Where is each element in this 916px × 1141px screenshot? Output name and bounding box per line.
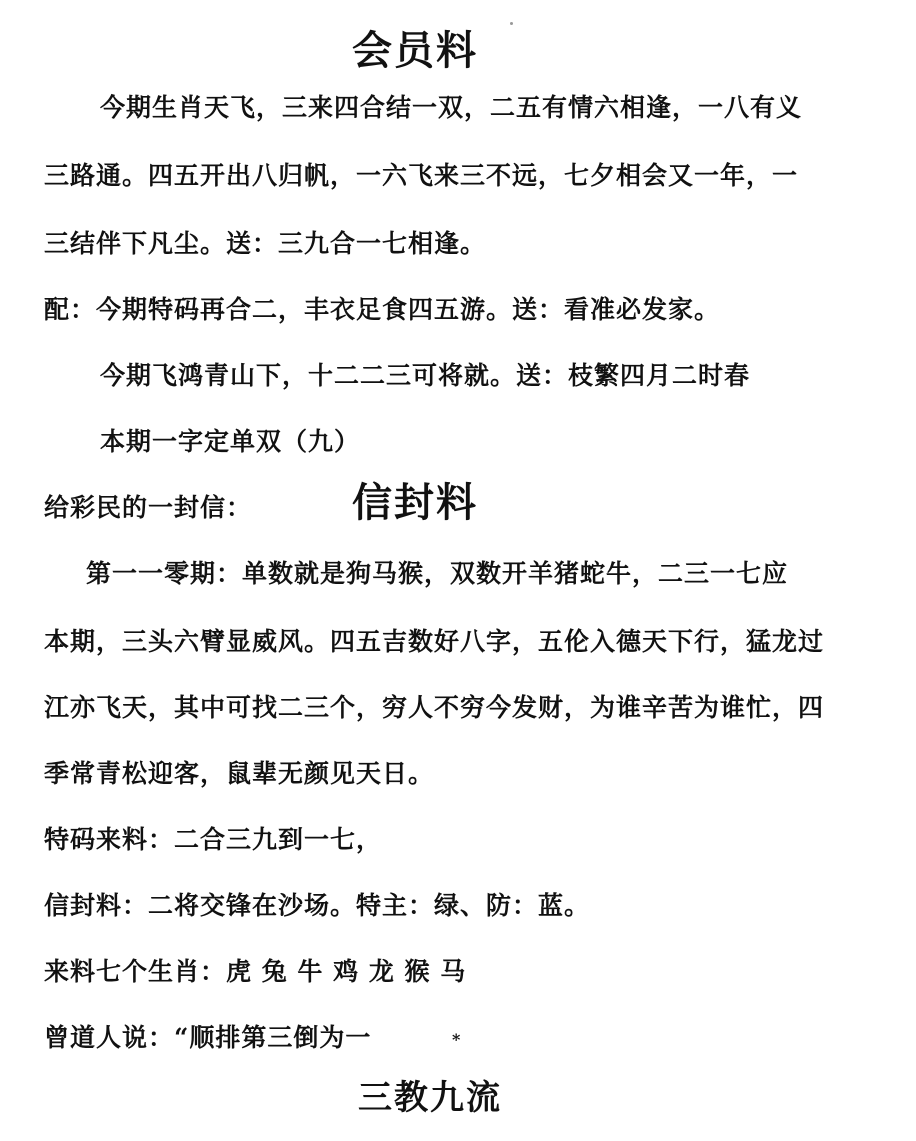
letter-intro: 给彩民的一封信： xyxy=(44,493,253,522)
stray-mark: * xyxy=(452,1030,461,1049)
title-sanjiao: 三教九流 xyxy=(358,1078,502,1118)
scan-speck xyxy=(510,22,513,25)
xinfeng-line: 信封料：二将交锋在沙场。特主：绿、防：蓝。 xyxy=(44,891,591,920)
danshuang-line: 本期一字定单双（九） xyxy=(100,427,361,456)
feihong-line: 今期飞鸿青山下，十二二三可将就。送：枝繁四月二时春 xyxy=(100,361,751,390)
title-huiyuan: 会员料 xyxy=(352,27,478,74)
letter-line-1: 第一一零期：单数就是狗马猴，双数开羊猪蛇牛，二三一七应 xyxy=(86,559,789,588)
poem-line-2: 三路通。四五开出八归帆，一六飞来三不远，七夕相会又一年，一 xyxy=(44,161,799,190)
poem-line-3: 三结伴下凡尘。送：三九合一七相逢。 xyxy=(44,229,487,258)
shengxiao-line: 来料七个生肖：虎 兔 牛 鸡 龙 猴 马 xyxy=(44,957,467,986)
title-xinfeng: 信封料 xyxy=(352,479,478,526)
letter-line-3: 江亦飞天，其中可找二三个，穷人不穷今发财，为谁辛苦为谁忙，四 xyxy=(44,693,825,722)
tema-line: 特码来料：二合三九到一七， xyxy=(44,825,383,854)
zeng-line: 曾道人说：“顺排第三倒为一 xyxy=(44,1023,372,1052)
letter-line-4: 季常青松迎客，鼠辈无颜见天日。 xyxy=(44,759,435,788)
pei-line: 配：今期特码再合二，丰衣足食四五游。送：看准必发家。 xyxy=(44,295,721,324)
poem-line-1: 今期生肖天飞，三来四合结一双，二五有情六相逢，一八有义 xyxy=(100,93,803,122)
letter-line-2: 本期，三头六臂显威风。四五吉数好八字，五伦入德天下行，猛龙过 xyxy=(44,627,825,656)
